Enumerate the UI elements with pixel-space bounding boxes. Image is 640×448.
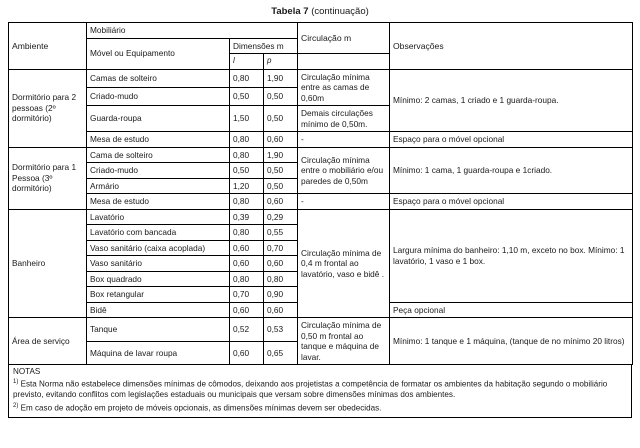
table-row xyxy=(9,132,633,148)
cell-circulacao: Circulação mínima de 0,4 m frontal ao lavatório, vaso e bidê . xyxy=(298,209,390,318)
table-notes xyxy=(8,365,632,418)
cell-dim-l: 0,80 xyxy=(230,147,264,163)
notes-title: NOTAS xyxy=(13,367,41,376)
header-ambiente: Ambiente xyxy=(9,23,87,70)
cell-movel: Guarda-roupa xyxy=(87,106,230,132)
cell-movel: Lavatório com bancada xyxy=(87,225,230,241)
cell-movel: Criado-mudo xyxy=(87,163,230,179)
cell-movel: Bidê xyxy=(87,302,230,318)
table-body xyxy=(9,69,633,365)
cell-dim-l: 0,50 xyxy=(230,163,264,179)
cell-dim-p: 0,70 xyxy=(264,240,298,256)
table-caption xyxy=(8,6,632,18)
cell-circulacao: Circulação mínima entre o mobiliário e/ou paredes de 0,50m xyxy=(298,147,390,194)
cell-dim-l: 0,50 xyxy=(230,87,264,105)
table-caption-number: Tabela 7 xyxy=(271,6,309,17)
cell-circulacao: - xyxy=(298,132,390,148)
cell-dim-p: 0,50 xyxy=(264,163,298,179)
cell-movel: Vaso sanitário xyxy=(87,256,230,272)
header-dim-l: l xyxy=(230,54,264,70)
cell-dim-p: 0,50 xyxy=(264,106,298,132)
cell-dim-l: 0,80 xyxy=(230,271,264,287)
cell-dim-p: 1,90 xyxy=(264,147,298,163)
table-row xyxy=(9,209,633,225)
table-row xyxy=(9,69,633,87)
cell-dim-l: 0,80 xyxy=(230,225,264,241)
cell-dim-p: 0,53 xyxy=(264,318,298,342)
table-row xyxy=(9,147,633,163)
cell-dim-l: 0,80 xyxy=(230,69,264,87)
header-dimensoes: Dimensões m xyxy=(230,38,298,54)
cell-dim-p: 1,90 xyxy=(264,69,298,87)
cell-movel: Box quadrado xyxy=(87,271,230,287)
cell-dim-p: 0,60 xyxy=(264,302,298,318)
cell-movel: Mesa de estudo xyxy=(87,132,230,148)
table-caption-note: (continuação) xyxy=(311,6,369,17)
furniture-dimensions-table xyxy=(8,22,633,365)
header-observacoes: Observações xyxy=(390,23,633,70)
cell-movel: Criado-mudo xyxy=(87,87,230,105)
table-header-row-1 xyxy=(9,23,633,39)
cell-dim-l: 1,50 xyxy=(230,106,264,132)
cell-dim-p: 0,60 xyxy=(264,256,298,272)
cell-dim-l: 0,80 xyxy=(230,132,264,148)
header-circulacao: Circulação m xyxy=(298,23,390,54)
cell-movel: Mesa de estudo xyxy=(87,194,230,210)
cell-movel: Camas de solteiro xyxy=(87,69,230,87)
table-row xyxy=(9,194,633,210)
cell-circulacao: Circulação mínima de 0,50 m frontal ao tanque e máquina de lavar. xyxy=(298,318,390,365)
table-row xyxy=(9,318,633,342)
note-marker-1: 1) xyxy=(13,379,19,386)
cell-dim-l: 0,70 xyxy=(230,287,264,303)
cell-dim-l: 0,60 xyxy=(230,302,264,318)
cell-dim-p: 0,90 xyxy=(264,287,298,303)
cell-dim-l: 0,60 xyxy=(230,256,264,272)
cell-dim-l: 0,60 xyxy=(230,341,264,365)
cell-ambiente: Dormitório para 1 Pessoa (3º dormitório) xyxy=(9,147,87,209)
cell-observacoes: Largura mínima do banheiro: 1,10 m, exceto no box. Mínimo: 1 lavatório, 1 vaso e 1 box. xyxy=(390,209,633,302)
table-header xyxy=(9,23,633,70)
cell-dim-l: 0,80 xyxy=(230,194,264,210)
cell-dim-p: 0,65 xyxy=(264,341,298,365)
header-dim-p: p xyxy=(264,54,298,70)
note-marker-2: 2) xyxy=(13,402,19,409)
cell-dim-l: 1,20 xyxy=(230,178,264,194)
cell-movel: Cama de solteiro xyxy=(87,147,230,163)
cell-observacoes: Mínimo: 2 camas, 1 criado e 1 guarda-roupa. xyxy=(390,69,633,132)
note-text-2: Em caso de adoção em projeto de móveis opcionais, as dimensões mínimas devem ser obedecidas. xyxy=(20,403,382,413)
header-mobiliario: Mobiliário xyxy=(87,23,298,39)
cell-ambiente: Dormitório para 2 pessoas (2º dormitório) xyxy=(9,69,87,147)
cell-observacoes: Mínimo: 1 cama, 1 guarda-roupa e 1criado. xyxy=(390,147,633,194)
cell-observacoes: Espaço para o móvel opcional xyxy=(390,132,633,148)
cell-circulacao: - xyxy=(298,194,390,210)
cell-ambiente: Banheiro xyxy=(9,209,87,318)
cell-dim-p: 0,60 xyxy=(264,132,298,148)
cell-circulacao: Demais circulações mínimo de 0,50m. xyxy=(298,106,390,132)
cell-movel: Vaso sanitário (caixa acoplada) xyxy=(87,240,230,256)
cell-observacoes: Espaço para o móvel opcional xyxy=(390,194,633,210)
cell-observacoes: Peça opcional xyxy=(390,302,633,318)
header-circulacao-unit xyxy=(298,54,390,70)
cell-observacoes: Mínimo: 1 tanque e 1 máquina, (tanque de no mínimo 20 litros) xyxy=(390,318,633,365)
cell-movel: Box retangular xyxy=(87,287,230,303)
cell-ambiente: Área de serviço xyxy=(9,318,87,365)
cell-movel: Armário xyxy=(87,178,230,194)
note-text-1: Esta Norma não estabelece dimensões mínimas de cômodos, deixando aos projetistas a competência de formatar os ambientes da habitação segundo o mobiliário previsto, evitando conflitos com legislações estaduais ou municipais que versam sobre dimensões mínimas dos ambientes. xyxy=(13,379,608,400)
cell-movel: Máquina de lavar roupa xyxy=(87,341,230,365)
cell-circulacao: Circulação mínima entre as camas de 0,60m xyxy=(298,69,390,106)
cell-dim-p: 0,80 xyxy=(264,271,298,287)
cell-dim-l: 0,60 xyxy=(230,240,264,256)
note-item-1 xyxy=(13,377,627,400)
cell-dim-p: 0,60 xyxy=(264,194,298,210)
cell-dim-p: 0,55 xyxy=(264,225,298,241)
cell-dim-p: 0,50 xyxy=(264,87,298,105)
cell-dim-l: 0,39 xyxy=(230,209,264,225)
cell-dim-p: 0,50 xyxy=(264,178,298,194)
header-movel: Móvel ou Equipamento xyxy=(87,38,230,69)
note-item-2 xyxy=(13,401,627,414)
cell-movel: Lavatório xyxy=(87,209,230,225)
cell-movel: Tanque xyxy=(87,318,230,342)
cell-dim-l: 0,52 xyxy=(230,318,264,342)
cell-dim-p: 0,29 xyxy=(264,209,298,225)
